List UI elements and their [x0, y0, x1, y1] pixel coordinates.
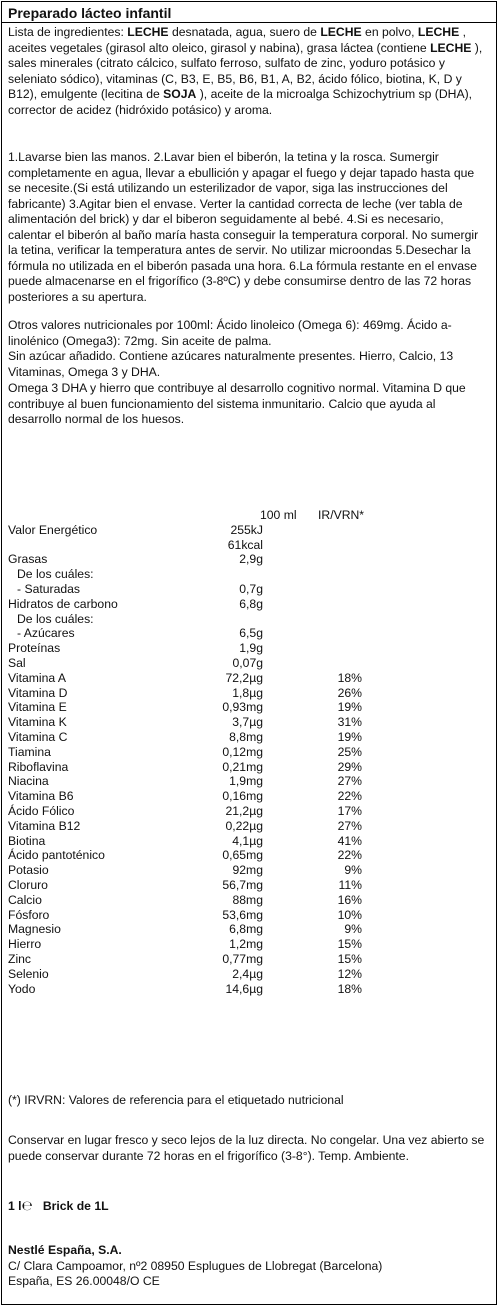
nutrient-label: Riboflavina — [8, 759, 69, 774]
nutrient-percent: 15% — [337, 951, 362, 966]
nutrient-label: Vitamina C — [8, 729, 68, 744]
nutrition-row — [8, 597, 488, 612]
footnote: (*) IRVRN: Valores de referencia para el etiquetado nutricional — [8, 1093, 344, 1107]
nutrient-percent: 19% — [337, 729, 362, 744]
nutrient-value: 0,7g — [239, 581, 263, 596]
company-address: C/ Clara Campoamor, nº2 08950 Esplugues de Llobregat (Barcelona) — [8, 1258, 383, 1273]
nutrient-label: Niacina — [8, 774, 49, 789]
nutrient-percent: 11% — [338, 877, 362, 892]
nutrition-row — [8, 626, 488, 641]
nutrition-row — [8, 552, 488, 567]
header-ir-vrn: IR/VRN* — [318, 508, 365, 522]
nutrition-table — [8, 508, 488, 996]
nutrient-label: Hidratos de carbono — [8, 596, 118, 611]
nutrient-label: Vitamina A — [8, 670, 67, 685]
package-size: Brick de 1L — [42, 1199, 109, 1213]
nutrient-percent: 12% — [337, 966, 362, 981]
nutrient-percent: 25% — [337, 744, 362, 759]
nutrient-percent: 31% — [337, 715, 362, 730]
nutrient-label: Grasas — [8, 552, 48, 567]
allergen: SOJA — [163, 87, 197, 101]
nutrient-percent: 41% — [337, 833, 362, 848]
nutrient-label: Zinc — [8, 951, 32, 966]
nutrition-row — [8, 656, 488, 671]
company-info — [8, 1243, 486, 1290]
nutrient-label: Vitamina B6 — [8, 789, 74, 804]
nutrition-row — [8, 878, 488, 893]
ingredients-text: en polvo, — [361, 25, 418, 39]
nutrition-row — [8, 863, 488, 878]
nutrient-value: 2,9g — [239, 552, 263, 567]
nutrient-percent: 15% — [337, 937, 362, 952]
nutrition-row — [8, 952, 488, 967]
nutrient-label: De los cuáles: — [17, 567, 94, 582]
nutrition-row — [8, 567, 488, 582]
nutrient-label: Ácido Fólico — [8, 803, 75, 818]
nutrition-row — [8, 686, 488, 701]
nutrient-percent: 27% — [337, 774, 362, 789]
nutrition-row — [8, 908, 488, 923]
nutrient-value: 72,2µg — [225, 670, 263, 685]
nutrient-percent: 19% — [337, 700, 362, 715]
nutrition-rows — [8, 523, 488, 997]
nutrient-value: 14,6µg — [225, 981, 263, 996]
nutrient-percent: 18% — [337, 981, 362, 996]
company-registry: España, ES 26.00048/O CE — [8, 1274, 160, 1288]
nutrient-label: Proteínas — [8, 641, 61, 656]
preparation-instructions: 1.Lavarse bien las manos. 2.Lavar bien el biberón, la tetina y la rosca. Sumergir completamente en agua, llevar a ebullición y apagar el fuego y dejar tapado hasta que se necesite.(Si está utilizando un esterilizador de vapor, siga las instrucciones del fabricante) 3.Agitar bien el envase. Verter la cantidad correcta de leche (ver tabla de alimentación del brick) y dar el biberon seguidamente al bebé. 4.Si es necesario, calentar el biberón al baño maría hasta conseguir la temperatura corporal. No sumergir la tetina, verificar la temperatura antes de servir. No utilizar microondas 5.Desechar la fórmula no utilizada en el biberón pasada una hora. 6.La fórmula restante en el envase puede almacenarse en el frigorífico (3-8ºC) y debe consumirse dentro de las 72 horas posteriores a su apertura. — [8, 150, 479, 304]
nutrition-row — [8, 715, 488, 730]
nutrient-label: Cloruro — [8, 877, 48, 892]
nutrient-value: 0,12mg — [222, 744, 263, 759]
nutrient-value: 6,8mg — [229, 922, 263, 937]
nutrient-label: Vitamina K — [8, 715, 67, 730]
nutrient-label: Biotina — [8, 833, 46, 848]
quantity-amount: 1 l — [8, 1199, 22, 1213]
nutrition-row — [8, 538, 488, 553]
nutrition-row — [8, 922, 488, 937]
nutrition-row — [8, 893, 488, 908]
nutrient-label: Hierro — [8, 937, 42, 952]
nutrient-value: 8,8mg — [229, 729, 263, 744]
nutrient-value: 1,9g — [239, 641, 263, 656]
nutrition-row — [8, 982, 488, 997]
nutrient-value: 1,9mg — [229, 774, 263, 789]
nutrient-label: Vitamina B12 — [8, 818, 81, 833]
nutrient-value: 4,1µg — [232, 833, 263, 848]
nutrient-value: 56,7mg — [222, 877, 263, 892]
nutrition-row — [8, 612, 488, 627]
nutrition-row — [8, 848, 488, 863]
nutrient-label: - Azúcares — [17, 626, 75, 641]
nutrition-row — [8, 819, 488, 834]
nutrient-value: 2,4µg — [232, 966, 263, 981]
health-claims: Omega 3 DHA y hierro que contribuye al desarrollo cognitivo normal. Vitamina D que contribuye al buen funcionamiento del sistema inmunitario. Calcio que ayuda al desarrollo normal de los huesos. — [8, 381, 466, 426]
title-divider — [1, 22, 497, 23]
allergen: LECHE — [320, 25, 362, 39]
nutrient-label: Vitamina E — [8, 700, 67, 715]
nutrient-label: Fósforo — [8, 907, 50, 922]
nutrition-row — [8, 774, 488, 789]
nutrient-value: 0,07g — [232, 655, 263, 670]
ingredients-text: , aceites vegetales (girasol alto oleico, girasol y nabina), grasa láctea (contiene — [8, 25, 467, 55]
allergen: LECHE — [417, 25, 460, 39]
nutrient-value: 0,22µg — [225, 818, 263, 833]
nutrient-value: 1,2mg — [229, 937, 263, 952]
nutrient-value: 6,5g — [239, 626, 263, 641]
nutrient-value: 61kcal — [227, 537, 263, 552]
ingredients-text: ), sales minerales (citrato cálcico, sulfato ferroso, sulfato de zinc, yoduro potásico y seleniato sódico), vitaminas (C, B3, E, B5, B6, B1, A, B2, ácido fólico, biotina, K, D y B12), emulgente (lecitina de — [8, 40, 483, 101]
ingredients-list — [8, 25, 486, 118]
net-quantity — [8, 1199, 486, 1215]
nutrition-row — [8, 760, 488, 775]
nutrient-percent: 18% — [337, 670, 362, 685]
nutrition-row — [8, 582, 488, 597]
nutrition-row — [8, 937, 488, 952]
nutrition-row — [8, 789, 488, 804]
nutrition-row — [8, 804, 488, 819]
nutrient-value: 21,2µg — [225, 803, 263, 818]
nutrient-label: Magnesio — [8, 922, 61, 937]
nutrition-row — [8, 730, 488, 745]
nutrient-label: Potasio — [8, 863, 49, 878]
nutrient-label: Tiamina — [8, 744, 51, 759]
nutrient-percent: 17% — [337, 803, 362, 818]
nutrient-value: 0,21mg — [222, 759, 263, 774]
nutrient-percent: 9% — [344, 922, 362, 937]
nutrient-label: Vitamina D — [8, 685, 68, 700]
other-nutritional-values: Otros valores nutricionales por 100ml: Ácido linoleico (Omega 6): 469mg. Ácido a-linolénico (Omega3): 72mg. Sin aceite de palma. — [8, 318, 452, 348]
nutrient-value: 0,77mg — [222, 951, 263, 966]
nutrient-label: Sal — [8, 655, 26, 670]
nutrient-value: 3,7µg — [232, 715, 263, 730]
nutrient-label: Selenio — [8, 966, 49, 981]
allergen: LECHE — [430, 40, 472, 55]
ingredients-text: Lista de ingredientes: — [8, 25, 128, 39]
nutrient-percent: 29% — [337, 759, 362, 774]
nutrient-percent: 27% — [337, 818, 362, 833]
nutrient-percent: 22% — [337, 848, 362, 863]
nutrient-label: De los cuáles: — [17, 611, 94, 626]
ingredients-text: ), aceite de la microalga Schizochytrium sp (DHA), corrector de acidez (hidróxido potásico) y aroma. — [8, 87, 473, 117]
nutrient-percent: 22% — [337, 789, 362, 804]
allergen: LECHE — [127, 25, 169, 39]
nutrient-label: Calcio — [8, 892, 42, 907]
sugar-note: Sin azúcar añadido. Contiene azúcares naturalmente presentes. Hierro, Calcio, 13 Vitaminas, Omega 3 y DHA. — [8, 349, 454, 379]
nutrient-value: 0,16mg — [222, 789, 263, 804]
nutrient-percent: 9% — [344, 863, 362, 878]
nutrition-row — [8, 834, 488, 849]
nutrient-value: 0,93mg — [222, 700, 263, 715]
nutrient-label: Ácido pantoténico — [8, 848, 105, 863]
nutrient-label: Yodo — [8, 981, 36, 996]
nutrient-percent: 26% — [337, 685, 362, 700]
ingredients-text: desnatada, agua, suero de — [168, 25, 321, 39]
nutrient-percent: 10% — [337, 907, 362, 922]
nutrient-label: - Saturadas — [17, 581, 81, 596]
nutrition-header — [8, 508, 488, 523]
nutrient-value: 88mg — [232, 892, 263, 907]
nutrient-value: 1,8µg — [232, 685, 263, 700]
nutrient-value: 255kJ — [230, 522, 263, 537]
product-title: Preparado lácteo infantil — [8, 5, 172, 21]
nutrition-row — [8, 523, 488, 538]
nutrient-value: 0,65mg — [222, 848, 263, 863]
company-name: Nestlé España, S.A. — [8, 1243, 122, 1257]
nutrient-label: Valor Energético — [8, 522, 98, 537]
nutrient-percent: 16% — [337, 892, 362, 907]
storage-instructions: Conservar en lugar fresco y seco lejos de la luz directa. No congelar. Una vez abierto se puede conservar durante 72 horas en el frigorífico (3-8°). Temp. Ambiente. — [8, 1133, 485, 1163]
nutrition-row — [8, 641, 488, 656]
nutrition-row — [8, 700, 488, 715]
header-100ml: 100 ml — [260, 508, 297, 522]
nutrient-value: 92mg — [232, 863, 263, 878]
nutrition-row — [8, 671, 488, 686]
nutrient-value: 6,8g — [239, 596, 263, 611]
nutrient-value: 53,6mg — [222, 907, 263, 922]
estimated-sign-icon: ℮ — [21, 1199, 33, 1214]
nutrition-row — [8, 745, 488, 760]
nutrition-row — [8, 967, 488, 982]
